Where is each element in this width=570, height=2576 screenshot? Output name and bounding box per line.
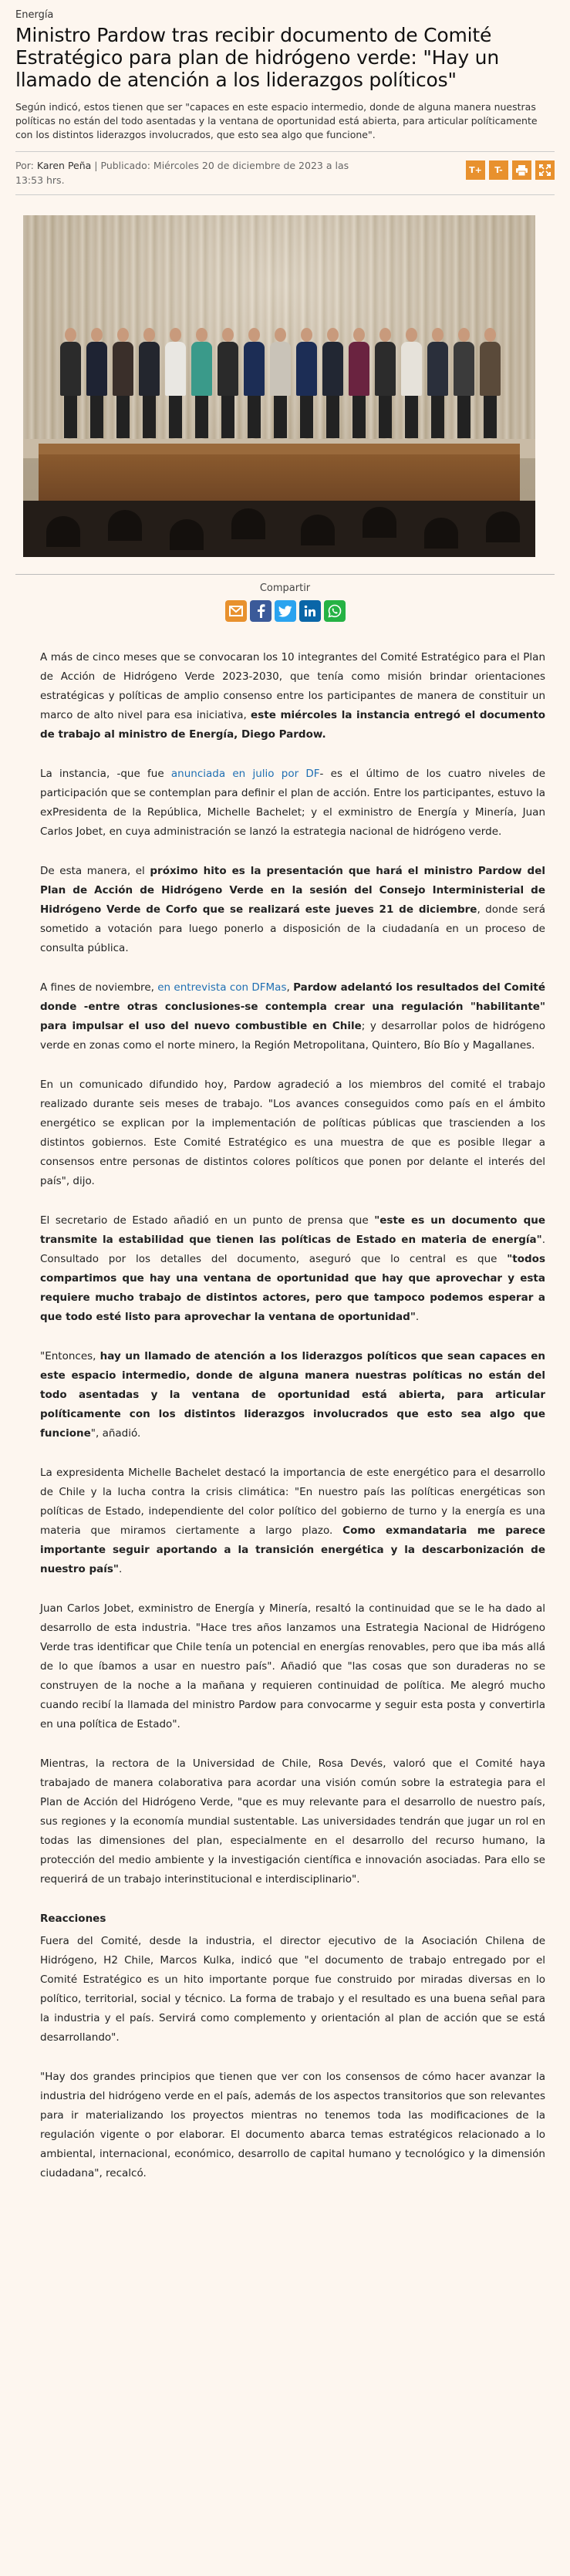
p8-bold: Como exmandataria me parece importante seguir aportando a la transición energética y la descarbonización de nuestro país" [40,1524,545,1575]
byline-bar [15,151,555,195]
p3-text: De esta manera, el [40,865,150,877]
photo-person [478,328,501,444]
paragraph-7 [40,1347,545,1443]
stage-table-front [39,454,520,505]
author-name[interactable]: Karen Peña [36,160,92,171]
email-icon [229,606,243,616]
p6-bold: "este es un documento que transmite la estabilidad que tienen las políticas de Estado en materia de energía" [40,1214,545,1246]
main-photo-container [15,215,555,557]
main-photo[interactable] [23,215,535,557]
photo-person [268,328,292,444]
paragraph-10: Mientras, la rectora de la Universidad de Chile, Rosa Devés, valoró que el Comité haya trabajado de manera colaborativa para acordar una visión común sobre la estrategia para el Plan de Acción del Hidrógeno Verde, "que es muy relevante para el desarrollo de nuestro país, sus regiones y la economía mundial sustentable. Las universidades tendrán que jugar un rol en todas las dimensiones del plan, especialmente en el desarrollo del recurso humano, la protección del medio ambiente y la investigación científica e innovación asociadas. Para ello se requerirá de un trabajo interinstitucional e interdisciplinario". [40,1757,545,1886]
p6-bold-2: "todos compartimos que hay una ventana de oportunidad que hay que aprovechar y esta requiere mucho trabajo de distintos actores, pero que tampoco podemos esperar a que todo esté listo para aprovechar la ventana de oportunidad" [40,1253,545,1323]
p6-end: . [415,1311,420,1323]
paragraph-8 [40,1464,545,1579]
p1-bold: este miércoles la instancia entregó el documento de trabajo al ministro de Energía, Diego Pardow. [40,709,545,741]
p7-bold: hay un llamado de atención a los liderazgos políticos que sean capaces en este espacio intermedio, donde de alguna manera nuestras políticas no están del todo asentadas y la ventana de oportunidad está abierta, para articular políticamente con los distintos liderazgos involucrados que esto sea algo que funcione [40,1350,546,1440]
photo-person [347,328,370,444]
photo-person [190,328,213,444]
p2-text-2: - es el último de los cuatro niveles de participación que se contemplan para definir el plan de acción. Entre los participantes, estuvo la exPresidenta de la República, Michelle Bachelet; y el exministro de Energía y Minería, Juan Carlos Jobet, en cuya administración se lanzó la estrategia nacional de hidrógeno verde. [40,768,546,838]
p7-text: "Entonces, [40,1350,100,1362]
p3-text-2: , donde será sometido a votación para luego ponerlo a disposición de la ciudadanía en un proceso de consulta pública. [40,903,546,954]
article-body [15,648,555,2183]
link-anunciada-julio[interactable]: anunciada en julio por DF [170,768,320,780]
link-entrevista-dfmas[interactable]: en entrevista con DFMas [157,981,287,994]
photo-person [111,328,134,444]
photo-person [373,328,396,444]
p4-bold: Pardow adelantó los resultados del Comité donde -entre otras conclusiones-se contempla crear una regulación "habilitante" para impulsar el uso del nuevo combustible en Chile [40,981,545,1032]
section-tag[interactable]: Energía [15,9,54,21]
photo-person [452,328,475,444]
photo-person [242,328,265,444]
publish-date: Publicado: Miércoles 20 de diciembre de 2023 a las 13:53 hrs. [15,160,349,186]
share-linkedin-button[interactable] [299,600,321,622]
byline-label: Por: [15,160,34,171]
divider [15,574,555,575]
p4-comma: , [286,981,294,994]
p2-text: La instancia, -que fue [40,768,171,780]
share-facebook-button[interactable] [250,600,272,622]
share-buttons [15,600,555,622]
p4-text: A fines de noviembre, [40,981,158,994]
byline [15,158,378,187]
expand-button[interactable] [535,160,555,180]
print-button[interactable] [512,160,531,180]
photo-person [216,328,239,444]
p1-text: A más de cinco meses que se convocaran los 10 integrantes del Comité Estratégico para el Plan de Acción de Hidrógeno Verde 2023-2030, que tenía como misión brindar orientaciones estratégicas y políticas de amplio consenso entre los participantes de manera de constituir un marco de alto nivel para esa iniciativa, [40,651,545,721]
paragraph-12: "Hay dos grandes principios que tienen que ver con los consensos de cómo hacer avanzar la industria del hidrógeno verde en el país, además de los aspectos transitorios que son relevantes para ir materializando los proyectos mientras no tenemos toda las modificaciones de la regulación vigente o por elaborar. El documento abarca temas estratégicos relacionado a lo ambiental, internacional, económico, desarrollo de capital humano y tecnológico y la dimensión ciudadana", recalcó. [40,2071,545,2179]
paragraph-3 [40,862,545,958]
audience [23,501,535,557]
paragraph-11: Fuera del Comité, desde la industria, el director ejecutivo de la Asociación Chilena de Hidrógeno, H2 Chile, Marcos Kulka, indicó que "el documento de trabajo entregado por el Comité Estratégico es un hito importante porque fue construido por miradas diversas en lo político, territorial, social y técnico. La forma de trabajo y el resultado es una buena señal para la industria y el país. Servirá como complemento y orientación al plan de acción que se está desarrollando". [40,1935,545,2044]
photo-person [400,328,423,444]
p7-end: ", añadió. [90,1427,141,1440]
paragraph-1 [40,648,545,744]
paragraph-4 [40,978,545,1055]
expand-icon [539,164,551,176]
stage-table-top [39,444,520,454]
p8-end: . [118,1563,123,1575]
p6-text: El secretario de Estado añadió en un punto de prensa que [40,1214,375,1227]
lead-summary: Según indicó, estos tienen que ser "capaces en este espacio intermedio, donde de alguna manera nuestras políticas no están del todo asentadas y la ventana de oportunidad está abierta, para articular políticamente con los distintos liderazgos involucrados, que esto sea algo que funcione". [15,101,538,140]
font-increase-button[interactable]: T+ [466,160,485,180]
share-twitter-button[interactable] [275,600,296,622]
photo-person [295,328,318,444]
whatsapp-icon [328,604,342,618]
paragraph-5: En un comunicado difundido hoy, Pardow agradeció a los miembros del comité el trabajo realizado durante seis meses de trabajo. "Los avances conseguidos como país en el ámbito energético se explican por la implementación de políticas públicas que trascienden a los distintos gobiernos. Este Comité Estratégico es una muestra de que es posible llegar a consensos entre personas de distintos colores políticos que ponen por delante el interés del país", dijo. [40,1079,545,1187]
headline: Ministro Pardow tras recibir documento de Comité Estratégico para plan de hidrógeno verde: "Hay un llamado de atención a los liderazgos políticos" [15,24,499,91]
photo-person [59,328,82,444]
p8-text: La expresidenta Michelle Bachelet destacó la importancia de este energético para el desarrollo de Chile y la lucha contra la crisis climática: "En nuestro país las políticas energéticas son políticas de Estado, independiente del color político del gobierno de turno y la energía es una materia que miramos ciertamente a largo plazo. [40,1467,545,1537]
photo-person [164,328,187,444]
p3-bold: próximo hito es la presentación que hará el ministro Pardow del Plan de Acción de Hidrógeno Verde en la sesión del Consejo Interministerial de Hidrógeno Verde de Corfo que se realizará este jueves 21 de diciembre [40,865,545,916]
p6-text-2: . Consultado por los detalles del documento, aseguró que lo central es que [40,1234,545,1265]
article-tools [466,158,555,180]
linkedin-icon [304,605,316,617]
byline-separator: | [94,160,98,171]
photo-person [137,328,160,444]
p4-text-2: ; y desarrollar polos de hidrógeno verde en zonas como el norte minero, la Región Metropolitana, Quintero, Bío Bío y Magallanes. [40,1020,546,1052]
photo-person [85,328,108,444]
font-decrease-button[interactable]: T- [489,160,508,180]
print-icon [516,165,528,176]
paragraph-2 [40,765,545,842]
photo-person [426,328,449,444]
share-email-button[interactable] [225,600,247,622]
subhead-reacciones: Reacciones [40,1913,106,1925]
facebook-icon [256,604,265,618]
paragraph-6 [40,1211,545,1327]
twitter-icon [278,606,292,617]
share-label: Compartir [259,582,311,594]
paragraph-9: Juan Carlos Jobet, exministro de Energía y Minería, resaltó la continuidad que se le ha dado al desarrollo de esta industria. "Hace tres años lanzamos una Estrategia Nacional de Hidrógeno Verde tras identificar que Chile tenía un potencial en energías renovables, pero que iba más allá de lo que íbamos a usar en nuestro país". Añadió que "las cosas que son duraderas no se construyen de la noche a la mañana y requieren continuidad de política. Me alegró mucho cuando recibí la llamada del ministro Pardow para convocarme y seguir esta posta y convertirla en una política de Estado". [40,1602,545,1730]
share-section [15,582,555,622]
share-whatsapp-button[interactable] [324,600,346,622]
photo-person [321,328,344,444]
